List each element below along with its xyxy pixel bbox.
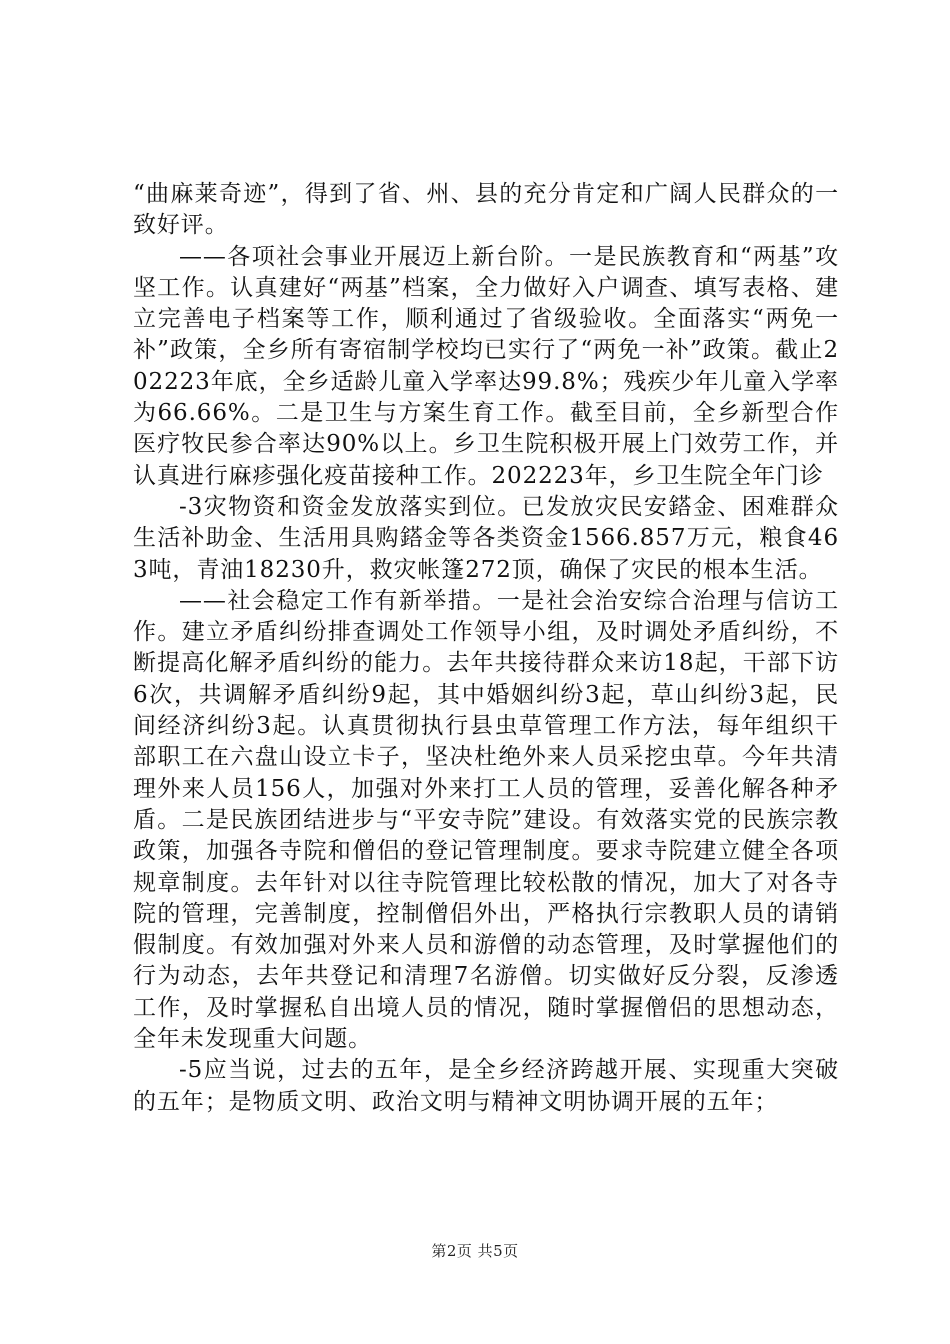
paragraph-disaster-relief: -3灾物资和资金发放落实到位。已发放灾民安鎝金、困难群众生活补助金、生活用具购鎝金等各类资金1566.857万元，粮食463吨，青油18230升，救灾帐篷272顶，确保了灾民的根本生活。 [133, 493, 839, 583]
paragraph-social-undertakings: ——各项社会事业开展迈上新台阶。一是民族教育和“两基”攻坚工作。认真建好“两基”档案，全力做好入户调查、填写表格、建立完善电子档案等工作，顺利通过了省级验收。全面落实“两免一补”政策，全乡所有寄宿制学校均已实行了“两免一补”政策。截止202223年底，全乡适龄儿童入学率达99.8%；残疾少年儿童入学率为66.66%。二是卫生与方案生育工作。截至目前，全乡新型合作医疗牧民参合率达90%以上。乡卫生院积极开展上门效劳工作，并认真进行麻疹强化疫苗接种工作。202223年，乡卫生院全年门诊 [133, 243, 839, 489]
paragraph-continuation: “曲麻莱奇迹”，得到了省、州、县的充分肯定和广阔人民群众的一致好评。 [133, 181, 839, 239]
document-body [133, 179, 839, 1118]
paragraph-social-stability: ——社会稳定工作有新举措。一是社会治安综合治理与信访工作。建立矛盾纠纷排查调处工作领导小组，及时调处矛盾纠纷，不断提高化解矛盾纠纷的能力。去年共接待群众来访18起，干部下访6次，共调解矛盾纠纷9起，其中婚姻纠纷3起，草山纠纷3起，民间经济纠纷3起。认真贯彻执行县虫草管理工作方法，每年组织干部职工在六盘山设立卡子，坚决杜绝外来人员采挖虫草。今年共清理外来人员156人，加强对外来打工人员的管理，妥善化解各种矛盾。二是民族团结进步与“平安寺院”建设。有效落实党的民族宗教政策，加强各寺院和僧侣的登记管理制度。要求寺院建立健全各项规章制度。去年针对以往寺院管理比较松散的情况，加大了对各寺院的管理，完善制度，控制僧侣外出，严格执行宗教职人员的请销假制度。有效加强对外来人员和游僧的动态管理，及时掌握他们的行为动态，去年共登记和清理7名游僧。切实做好反分裂，反渗透工作，及时掌握私自出境人员的情况，随时掌握僧侣的思想动态，全年未发现重大问题。 [133, 587, 839, 1053]
paragraph-summary: -5应当说，过去的五年，是全乡经济跨越开展、实现重大突破的五年；是物质文明、政治文明与精神文明协调开展的五年； [133, 1057, 839, 1115]
page-number-footer: 第2页 共5页 [431, 1242, 519, 1260]
